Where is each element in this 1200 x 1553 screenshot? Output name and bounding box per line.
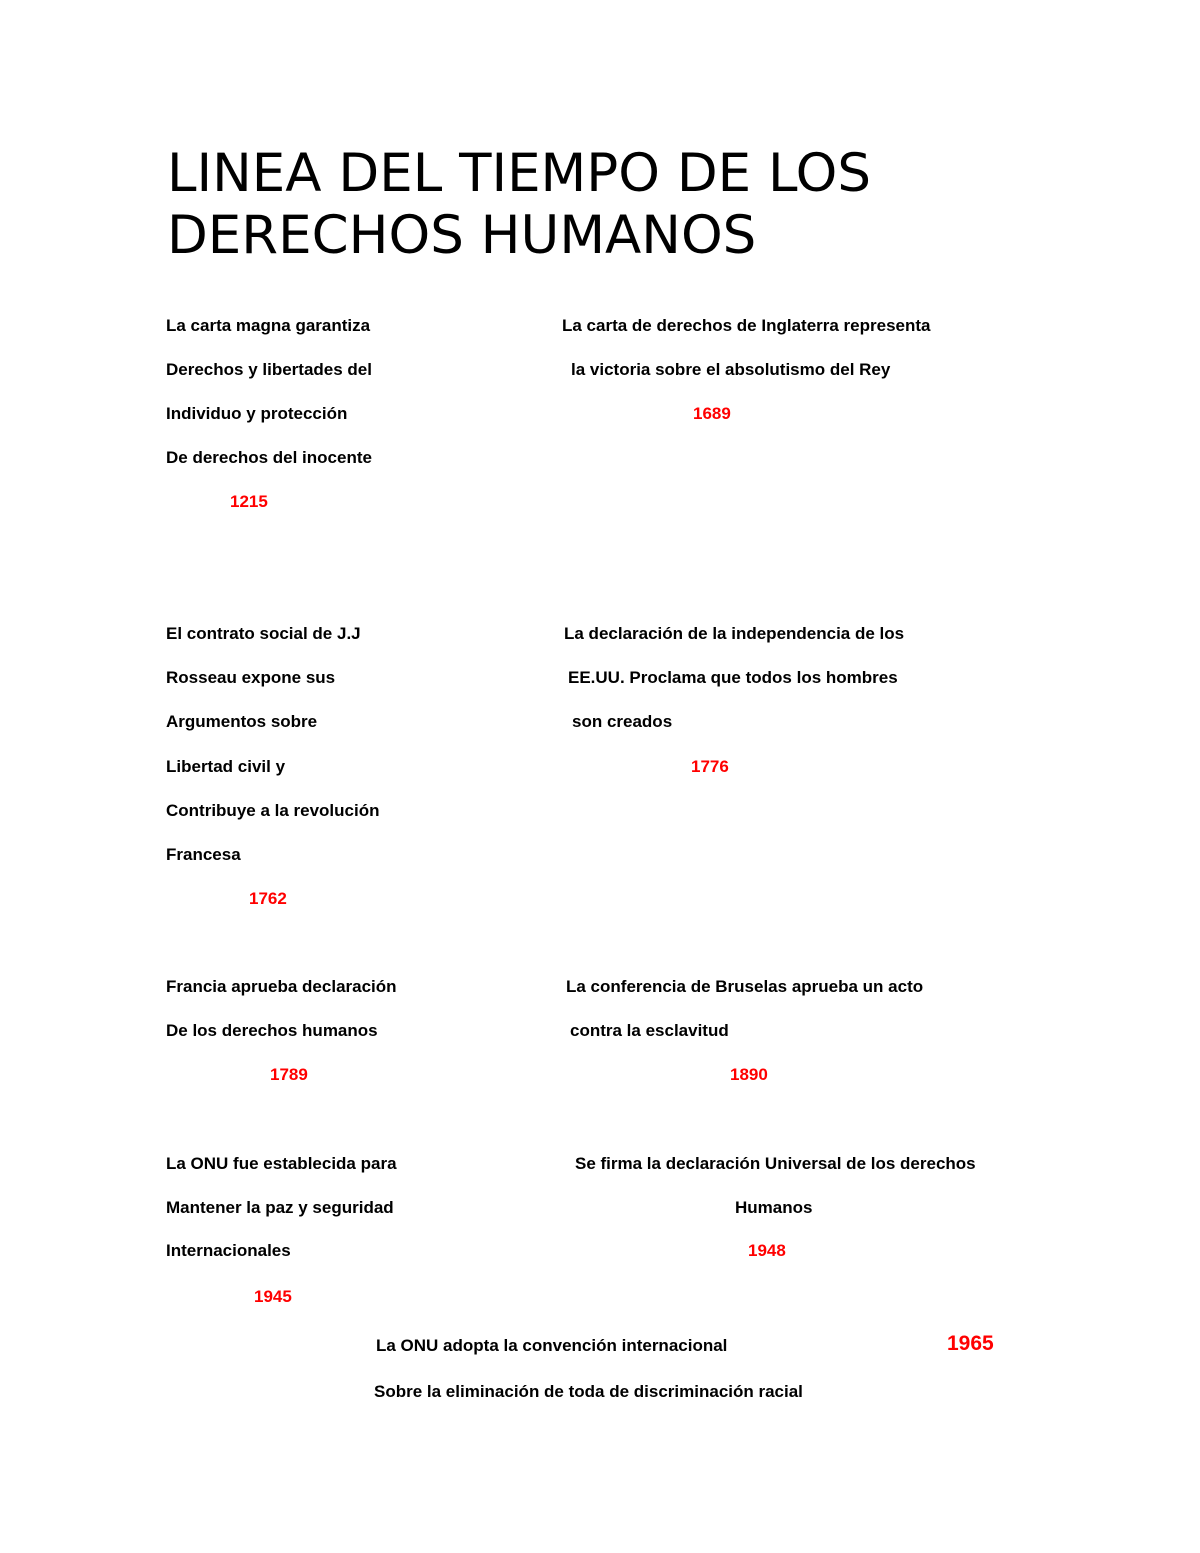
event-text-line: son creados [572, 712, 673, 731]
event-year: 1890 [730, 1065, 768, 1084]
event-year: 1945 [254, 1287, 292, 1306]
page-title-line-2: DERECHOS HUMANOS [167, 205, 757, 266]
event-text-line: Sobre la eliminación de toda de discriminación racial [374, 1382, 803, 1401]
event-year: 1689 [693, 404, 731, 423]
event-text-line: Se firma la declaración Universal de los derechos [575, 1154, 976, 1173]
event-text-line: Argumentos sobre [166, 712, 318, 731]
event-text-line: La carta magna garantiza [166, 316, 371, 335]
event-text-line: Contribuye a la revolución [166, 801, 380, 820]
event-text-line: Rosseau expone sus [166, 668, 336, 687]
event-text-line: Libertad civil y [166, 757, 286, 776]
event-year: 1948 [748, 1241, 786, 1260]
event-text-line: El contrato social de J.J [166, 624, 361, 643]
event-text-line: La carta de derechos de Inglaterra representa [562, 316, 931, 335]
event-text-line: La ONU adopta la convención internacional [376, 1336, 728, 1355]
event-text-line: La conferencia de Bruselas aprueba un acto [566, 977, 924, 996]
event-text-line: De los derechos humanos [166, 1021, 378, 1040]
event-text-line: La declaración de la independencia de los [564, 624, 905, 643]
event-text-line: Humanos [735, 1198, 813, 1217]
event-year: 1762 [249, 889, 287, 908]
event-text-line: contra la esclavitud [570, 1021, 729, 1040]
page-title-line-1: LINEA DEL TIEMPO DE LOS [167, 143, 871, 204]
event-text-line: la victoria sobre el absolutismo del Rey [571, 360, 891, 379]
event-text-line: Francia aprueba declaración [166, 977, 397, 996]
event-year: 1789 [270, 1065, 308, 1084]
event-text-line: La ONU fue establecida para [166, 1154, 397, 1173]
event-text-line: De derechos del inocente [166, 448, 372, 467]
event-text-line: Internacionales [166, 1241, 291, 1260]
event-year: 1965 [947, 1332, 994, 1355]
event-year: 1215 [230, 492, 268, 511]
event-text-line: EE.UU. Proclama que todos los hombres [568, 668, 898, 687]
event-text-line: Individuo y protección [166, 404, 348, 423]
event-text-line: Mantener la paz y seguridad [166, 1198, 394, 1217]
event-text-line: Francesa [166, 845, 241, 864]
event-text-line: Derechos y libertades del [166, 360, 372, 379]
event-year: 1776 [691, 757, 729, 776]
